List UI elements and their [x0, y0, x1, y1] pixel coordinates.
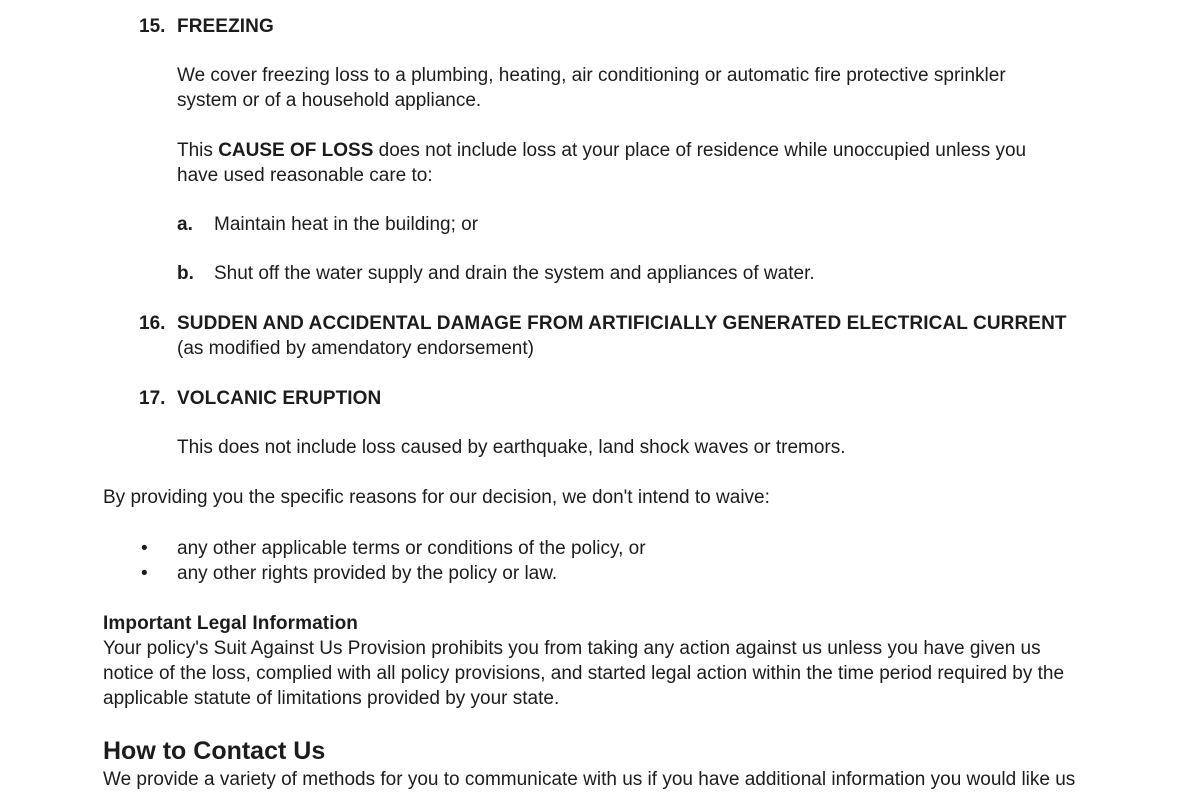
contact-heading: How to Contact Us — [103, 737, 326, 765]
legal-line-3: applicable statute of limitations provided by your state. — [103, 688, 560, 709]
item-number-17: 17. — [139, 388, 166, 409]
waiver-intro: By providing you the specific reasons for our decision, we don't intend to waive: — [103, 487, 770, 508]
item-number-16: 16. — [139, 313, 166, 334]
freezing-para2-line2: have used reasonable care to: — [177, 165, 433, 186]
item-title-electrical-current: SUDDEN AND ACCIDENTAL DAMAGE FROM ARTIFICIALLY GENERATED ELECTRICAL CURRENT — [177, 313, 1067, 334]
item-title-freezing: FREEZING — [177, 16, 274, 37]
bullet-marker: • — [141, 538, 148, 559]
legal-heading: Important Legal Information — [103, 613, 358, 634]
freezing-para1-line1: We cover freezing loss to a plumbing, heating, air conditioning or automatic fire protective sprinkler — [177, 65, 1006, 86]
legal-line-2: notice of the loss, complied with all policy provisions, and started legal action within the time period required by the — [103, 663, 1065, 684]
sub-item-text-a: Maintain heat in the building; or — [214, 214, 479, 235]
item-16-note: (as modified by amendatory endorsement) — [177, 338, 534, 359]
legal-line-1: Your policy's Suit Against Us Provision prohibits you from taking any action against us unless you have given us — [103, 638, 1041, 659]
sub-item-text-b: Shut off the water supply and drain the system and appliances of water. — [214, 263, 815, 284]
freezing-para1-line2: system or of a household appliance. — [177, 90, 482, 111]
freezing-para2-suffix: does not include loss at your place of residence while unoccupied unless you — [373, 140, 1027, 161]
waiver-bullet-2: any other rights provided by the policy or law. — [177, 563, 558, 584]
cause-of-loss-term: CAUSE OF LOSS — [218, 140, 374, 161]
sub-item-letter-a: a. — [177, 214, 193, 235]
volcanic-eruption-para: This does not include loss caused by earthquake, land shock waves or tremors. — [177, 437, 846, 458]
sub-item-letter-b: b. — [177, 263, 194, 284]
waiver-bullet-1: any other applicable terms or conditions of the policy, or — [177, 538, 646, 559]
bullet-marker: • — [141, 563, 148, 584]
contact-line-1: We provide a variety of methods for you to communicate with us if you have additional information you would like us — [103, 769, 1076, 790]
item-title-volcanic-eruption: VOLCANIC ERUPTION — [177, 388, 382, 409]
freezing-para2-line1 — [177, 138, 1026, 163]
freezing-para2-prefix: This — [177, 140, 219, 161]
item-number-15: 15. — [139, 16, 166, 37]
